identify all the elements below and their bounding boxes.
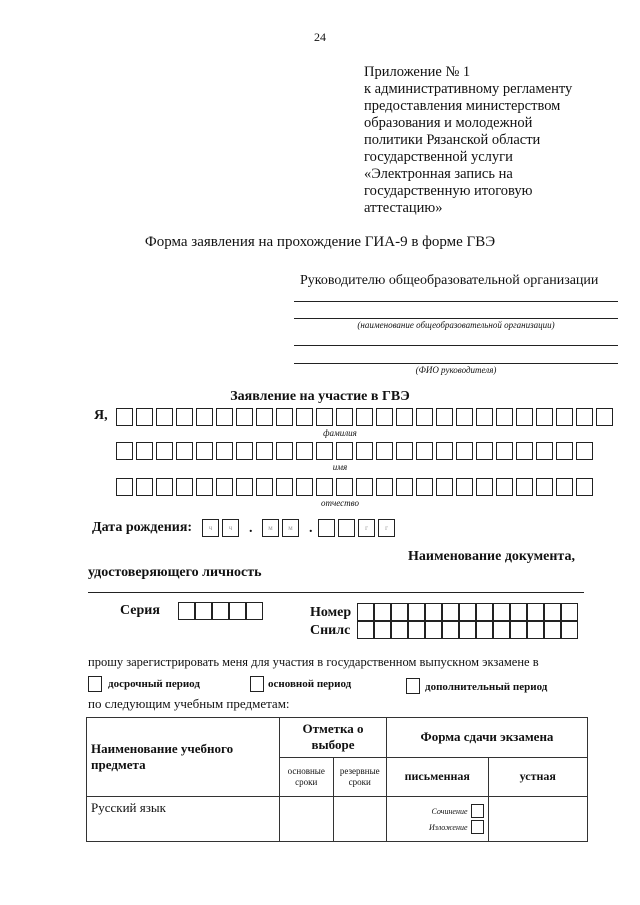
- sub-main-header: основные сроки: [280, 757, 334, 797]
- subjects-intro: по следующим учебным предметам:: [88, 696, 290, 711]
- snils-label: Снилс: [310, 623, 351, 638]
- form-title: Форма заявления на прохождение ГИА-9 в форме ГВЭ: [144, 234, 496, 250]
- birth-date-label: Дата рождения:: [92, 520, 193, 535]
- snils-cells[interactable]: [357, 621, 578, 639]
- application-heading: Заявление на участие в ГВЭ: [230, 389, 410, 404]
- col-form-header: Форма сдачи экзамена: [387, 718, 588, 758]
- essay-checkbox[interactable]: [471, 804, 484, 818]
- appendix-title: Приложение № 1: [364, 64, 471, 80]
- addressee-heading: Руководителю общеобразовательной организации: [300, 273, 599, 288]
- main-period-label: основной период: [268, 678, 352, 690]
- presentation-option: [387, 820, 488, 834]
- col-choice-header: Отметка о выборе: [280, 718, 387, 758]
- org-name-caption: (наименование общеобразовательной организации): [357, 320, 555, 330]
- birth-month-cells[interactable]: м м: [262, 519, 302, 537]
- surname-caption: фамилия: [323, 428, 357, 438]
- head-name-caption: (ФИО руководителя): [415, 365, 497, 375]
- sub-written-header: письменная: [387, 757, 489, 797]
- presentation-label: Изложение: [429, 822, 468, 832]
- number-cells[interactable]: [357, 603, 578, 621]
- sub-oral-header: устная: [488, 757, 588, 797]
- request-text: прошу зарегистрировать меня для участия в государственном выпускном экзамене в: [88, 655, 539, 669]
- table-row: [87, 797, 588, 842]
- col-subject-header: Наименование учебного предмета: [87, 718, 280, 797]
- first-name-cells[interactable]: [116, 442, 596, 460]
- oral-cell[interactable]: [488, 797, 588, 842]
- essay-label: Сочинение: [431, 806, 468, 816]
- surname-cells[interactable]: [116, 408, 616, 426]
- appendix-block: [364, 64, 604, 217]
- appendix-line: предоставления министерством: [364, 98, 561, 114]
- birth-day-cells[interactable]: ч ч: [202, 519, 242, 537]
- appendix-line: «Электронная запись на: [364, 166, 513, 182]
- document-name-line[interactable]: [88, 592, 584, 593]
- head-name-line-2[interactable]: [294, 363, 618, 364]
- early-period-checkbox[interactable]: [88, 676, 102, 692]
- appendix-line: государственной услуги: [364, 149, 513, 165]
- written-cell: [387, 797, 489, 842]
- patronymic-cells[interactable]: [116, 478, 596, 496]
- early-period-label: досрочный период: [108, 678, 200, 690]
- appendix-line: аттестацию»: [364, 200, 443, 216]
- appendix-line: политики Рязанской области: [364, 132, 541, 148]
- subjects-table: [86, 717, 588, 842]
- document-title: Наименование документа,: [408, 549, 575, 564]
- document-title-line2: удостоверяющего личность: [88, 565, 262, 580]
- main-period-checkbox[interactable]: [250, 676, 264, 692]
- appendix-line: государственную итоговую: [364, 183, 533, 199]
- date-separator: .: [309, 521, 313, 536]
- appendix-line: образования и молодежной: [364, 115, 533, 131]
- essay-option: [387, 804, 488, 818]
- subject-name: Русский язык: [87, 797, 280, 842]
- first-name-caption: имя: [332, 462, 348, 472]
- series-cells[interactable]: [178, 602, 263, 620]
- main-term-cell[interactable]: [280, 797, 334, 842]
- sub-reserve-header: резервные сроки: [333, 757, 387, 797]
- head-name-line-1[interactable]: [294, 345, 618, 346]
- appendix-line: к административному регламенту: [364, 81, 573, 97]
- patronymic-caption: отчество: [321, 498, 359, 508]
- presentation-checkbox[interactable]: [471, 820, 484, 834]
- ya-prefix: Я,: [94, 408, 108, 423]
- reserve-term-cell[interactable]: [333, 797, 387, 842]
- series-label: Серия: [120, 603, 160, 618]
- page-number: 24: [314, 30, 326, 44]
- additional-period-label: дополнительный период: [425, 681, 548, 693]
- org-name-line-1[interactable]: [294, 301, 618, 302]
- date-separator: .: [249, 521, 253, 536]
- birth-year-cells[interactable]: г г: [318, 519, 398, 537]
- number-label: Номер: [310, 605, 352, 620]
- org-name-line-2[interactable]: [294, 318, 618, 319]
- additional-period-checkbox[interactable]: [406, 678, 420, 694]
